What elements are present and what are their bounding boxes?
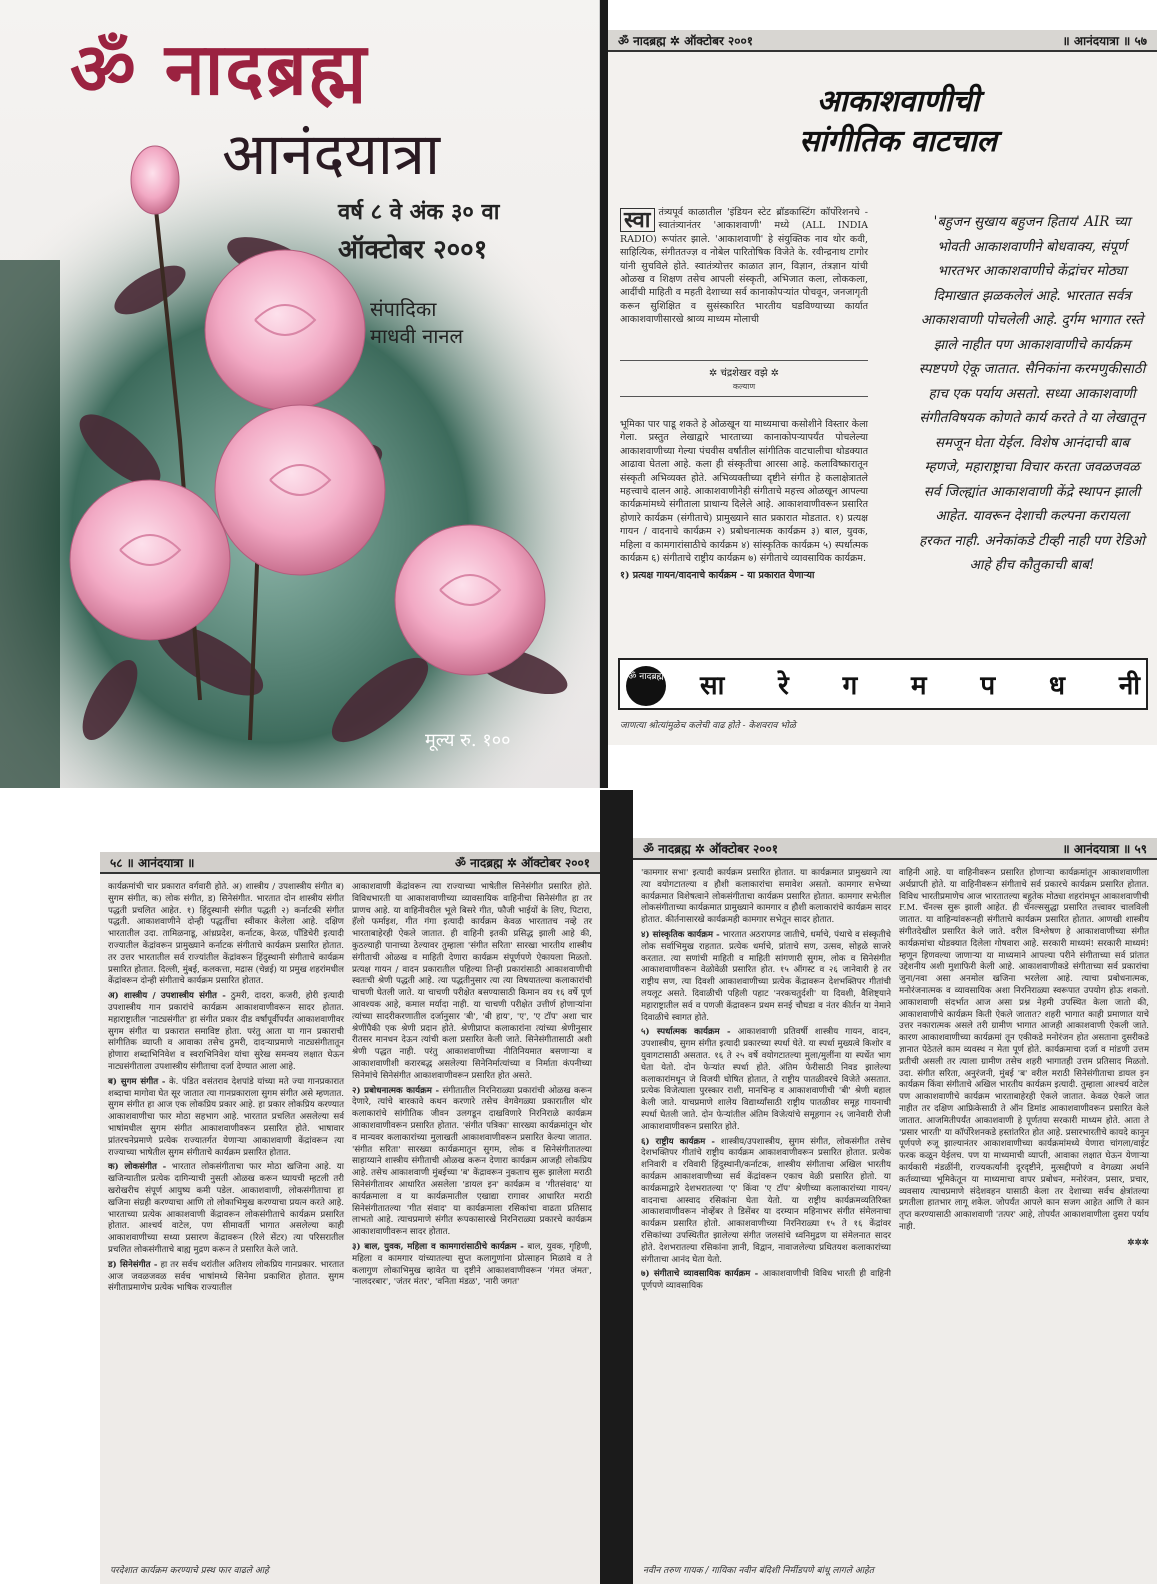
column-2 (352, 882, 592, 1289)
runhead-right: ॥ आनंदयात्रा ॥ ५७ (1062, 33, 1147, 48)
author-byline (620, 360, 868, 397)
runhead-left: ॐ नादब्रह्म ✲ ऑक्टोबर २००१ (643, 841, 779, 856)
drop-cap: स्वा (620, 208, 655, 232)
column-1 (108, 882, 344, 1295)
page-59 (633, 838, 1157, 1584)
col2-text: वाहिनी आहे. या वाहिनीवरून प्रसारित होणाऱ्या कार्यक्रमांतून आकाशवाणीला अर्थप्राप्ती होते. या वाहिनीवरून संगीताचे सर्व प्रकारचे कार्यक्रम प्रसारित होतात. विविध भारतीप्रमाणेच आज भारतातल्या बहुतेक मोठ्या शहरांमधून आकाशवाणीची F.M. चॅनल्स सुरू झाली आहेत. ही चॅनल्ससुद्धा प्रसारित तत्त्वावर चालविली जातात. या वाहिन्यांवरूनही संगीताचे कार्यक्रम प्रसारित होतात. आणखी शास्त्रीय संगीतदेखील प्रसारित केले जाते. वरील विश्लेषण हे आकाशवाणीच्या संगीत कार्यक्रमांचा थोडक्यात दिलेला गोषवारा आहे. सरकारी माध्यमं! सरकारी माध्यमं! म्हणून हिणवल्या जाणाऱ्या या माध्यमाने आपल्या परीने संगीताच्या सर्व प्रांतात उद्देशनीय अशी मुशाफिरी केली आहे. आकाशवाणीकडे संगीताच्या सर्व प्रकारांचा जुना/नवा असा अनमोल खजिना भरलेला आहे. त्याचा प्रबोधनात्मक, मनोरंजनात्मक व व्यावसायिक अशा निरनिराळ्या स्वरूपात उपयोग होऊ शकतो. आकाशवाणी संदर्भात आज असा प्रश्न नेहमी उपस्थित केला जातो की, आकाशवाणीचे कार्यक्रम किती ऐकले जातात? शहरी भागात काही प्रमाणात याचे उत्तर नकारात्मक असले तरी ग्रामीण भागात आजही आकाशवाणी ऐकली जाते. कारण आकाशवाणीच्या कार्यक्रमां तून एकीकडे मनोरंजन होत असताना दुसरीकडे ज्ञानात पेठेतले काम व्यवस्थ न मेता पूर्ण होते. कार्यक्रमाचा दर्जा व मांडणी उत्तम प्रतीची असली तर त्याला ग्रामीण तसेच शहरी भागातही उत्तम प्रतिसाद मिळतो. उदा. संगीत सरिता, अनुरंजनी, मुंबई 'ब' वरील मराठी सिनेसंगीताचा डायल इन कार्यक्रम किंवा संगीताचे अखिल भारतीय कार्यक्रम इत्यादी. तुम्हाला आश्चर्य वाटेल पण आकाशवाणीचे कार्यक्रम भारताबाहेरही ऐकले जातात. केवळ ऐकले जात नाहीत तर दक्षिण आफ्रिकेसाठी ते ऑन डिमांड आकाशवाणीवरून प्रसारित केले जातात. आजमितीपर्यंत आकाशवाणी हे पूर्णतया सरकारी माध्यम होते. आता ते 'प्रसार भारती' या कॉर्पोरेशनकडे हस्तांतरित होत आहे. प्रसारभारतीचे कायदे कानून पूर्णपणे रुजू झाल्यानंतर आकाशवाणीच्या कार्यक्रमांमध्ये येणारा चांगला/वाईट फरक कळून येईलच. पण या माध्यमाची व्याप्ती, आवाका लक्षात घेऊन येणाऱ्या कार्यकारी मंडळींनी, राज्यकर्त्यांनी दूरदृष्टीने, मुत्सद्दीपणे व वेगळ्या अर्थाने कर्तव्याच्या भूमिकेतून या माध्यमाचा वापर प्रबोधन, मनोरंजन, प्रसार, प्रचार, व्यवसाय त्याचप्रमाणे संदेशवहन यासाठी केला तर देशाच्या सर्वच क्षेत्रांतल्या प्रगतीला हातभार लागू शकेल. जोपर्यंत आपले कान सजग आहेत आणि ते कान तृप्त करण्यासाठी आकाशवाणी 'तत्पर' आहे, तोपर्यंत आकाशवाणीला दुसरा पर्याय नाही. (899, 868, 1149, 1232)
note-re: रे (778, 671, 789, 701)
section-6-text: शास्त्रीय/उपशास्त्रीय, सुगम संगीत, लोकसंगीत तसेच देशभक्तिपर गीतांचे राष्ट्रीय कार्यक्रम आकाशवाणीवरून प्रसारित होतात. प्रत्येक शनिवारी व रविवारी हिंदुस्थानी/कर्नाटक, शास्त्रीय संगीताचा अखिल भारतीय कार्यक्रम आकाशवाणीच्या सर्व केंद्रांवरून एकाच वेळी प्रसारित होतो. या कार्यक्रमाद्वारे देशभरातल्या 'ए' किंवा 'ए टॉप' श्रेणीच्या कलाकारांच्या गायन/वादनाचा आस्वाद रसिकांना घेता येतो. या राष्ट्रीय कार्यक्रमव्यतिरिक्त आकाशवाणीवरून नोव्हेंबर ते डिसेंबर या दरम्यान महिनाभर संगीत संमेलनाचा कार्यक्रम प्रसारित होतो. आकाशवाणीच्या निरनिराळ्या १५ ते १६ केंद्रांवर रसिकांच्या उपस्थितीत झालेल्या संगीत जलसांचे ध्वनिमुद्रण या संमेलनात सादर होते. देशभरातल्या रसिकांना ज्ञानी, विद्वान, नावाजलेल्या प्रथितयश कलाकारांच्या संगीताचा आनंद घेता येतो. (641, 1136, 891, 1265)
section-d-heading: ड) सिनेसंगीत - (108, 1259, 158, 1270)
section-5-heading: ५) स्पर्धात्मक कार्यक्रम - (641, 1027, 731, 1038)
section-c-text: भारतात लोकसंगीताचा फार मोठा खजिना आहे. या खजिन्यातील प्रत्येक दागिन्याची नुसती ओळख करून घ्यायची म्हटली तरी खरोखरीच संपूर्ण आयुष्य कमी पडेल. आकाशवाणी, लोकसंगीताचा हा खजिना संग्रही करण्याचा आणि तो लोकाभिमुख करण्याचा प्रयत्न करते आहे. भारताच्या प्रत्येक आकाशवाणी केंद्रावरून लोकसंगीताचे कार्यक्रम प्रसारित होतात. आश्चर्य वाटेल, पण सीमावर्ती भागात असलेल्या काही आकाशवाणीच्या सध्या प्रसारण केंद्रावरून (रिले सेंटर) त्या परिसरातील प्रचलित लोकसंगीताचे बाह्य मुद्रण करून ते प्रसारित केले जाते. (108, 1162, 344, 1255)
section-7-heading: ७) संगीताचे व्यावसायिक कार्यक्रम - (641, 1269, 759, 1280)
svara-strip (618, 658, 1148, 710)
cover-price: मूल्य रु. १०० (425, 730, 511, 751)
page-gutter (600, 790, 633, 1584)
runhead-left: ५८ ॥ आनंदयात्रा ॥ (110, 855, 195, 870)
section-3-heading: ३) बाल, युवक, महिला व कामगारांसाठीचे कार्यक्रम - (352, 1241, 524, 1252)
section-2-text: संगीतातील निरनिराळ्या प्रकारांची ओळख करून देणारे, त्यांचे बारकावे कथन करणारे तसेच वेगवेगळ्या प्रकारातील थोर कलाकारांचे सांगीतिक जीवन उलगडून दाखविणारे निरनिराळे कार्यक्रम आकाशवाणीवरून प्रसारित होतात. 'संगीत पत्रिका' सारख्या कार्यक्रमांतून थोर व मान्यवर कलाकारांच्या मुलाखती आकाशवाणीवरून प्रसारित केल्या जातात. 'संगीत सरिता' सारख्या कार्यक्रमातून सुगम, लोक व सिनेसंगीतातल्या साहाय्याने शास्त्रीय संगीताची ओळख करून देणारा कार्यक्रम आजही लोकप्रिय आहे. तसेच आकाशवाणी मुंबईच्या 'ब' केंद्रावरून नुकताच सुरू झालेला मराठी सिनेसंगीतावर आधारित असलेला 'डायल इन' कार्यक्रम व 'गीतसंवाद' या कार्यक्रमाला व या कार्यक्रमातील एखाद्या रागावर आधारित मराठी सिनेसंगीतातल्या 'गीत संवाद' या कार्यक्रमाला रसिकांचा वाढता प्रतिसाद लाभतो आहे. त्याचप्रमाणे संगीत रूपकासारखे निरनिराळ्या प्रकारचे कार्यक्रम आकाशवाणीवरून सादर होतात. (352, 1085, 592, 1238)
intro-text: तंत्र्यपूर्व काळातील 'इंडियन स्टेट ब्रॉडकास्टिंग कॉर्पोरेशनचे - स्वातंत्र्यानंतर 'आकाशवाणी' मध्ये (ALL INDIA RADIO) रूपांतर झाले. 'आकाशवाणी' हे संयुक्तिक नाव थोर कवी, साहित्यिक, संगीततज्ज्ञ व नोबेल पारितोषिक विजेते के. रवीन्द्रनाथ टागोर यांनी सुचविले होते. स्वातंत्र्योत्तर काळात ज्ञान, विज्ञान, तंत्रज्ञान यांची ओळख व शिक्षण तसेच आपली संस्कृती, अभिजात कला, लोककला, आदींची माहिती व महती देशाच्या सर्व कानाकोपऱ्यांत पोचवून, जनजागृती करून सुशिक्षित व सुसंस्कारित भारतीय घडविण्याच्या कार्यात आकाशवाणीसारखे श्राव्य माध्यम मोलाची (620, 207, 868, 326)
section-5-text: आकाशवाणी प्रतिवर्षी शास्त्रीय गायन, वादन, उपशास्त्रीय, सुगम संगीत इत्यादी प्रकारच्या स्पर्धा घेते. या स्पर्धा मुख्यत्वे किशोर व युवागटासाठी असतात. १६ ते २५ वर्षे वयोगटातल्या मुला/मुलींना या स्पर्धेत भाग घेता येतो. दोन फेऱ्यांत स्पर्धा होते. अंतिम फेरीसाठी निवड झालेल्या कलाकारांमधून जे विजयी घोषित होतात, ते राष्ट्रीय पातळीवरचे विजेते असतात. प्रत्येक विजेत्याला पुरस्कार राशी, मानचिन्ह व आकाशवाणीची 'बी' श्रेणी बहाल केली जाते. याचप्रमाणे शालेय विद्यार्थ्यांसाठी राष्ट्रीय पातळीवर समूह गायनाची स्पर्धा घेतली जाते. दोन फेऱ्यांतील अंतिम विजेत्यांचे समूहगान २६ जानेवारी रोजी आकाशवाणीवरून प्रसारित होते. (641, 1027, 892, 1132)
section-7-text: आकाशवाणीची विविध भारती ही वाहिनी पूर्णपणे व्यावसायिक (641, 1269, 891, 1292)
intro-paragraph (620, 206, 868, 327)
body-paragraph (620, 418, 868, 583)
note-ni: नी (1118, 671, 1140, 701)
page-57 (608, 30, 1157, 745)
page-gutter (600, 0, 608, 788)
page-footnote: नवीन तरुण गायक / गायिका नवीन बंदिशी निर्मीडपणे बांधू लागले आहेत (643, 1566, 874, 1576)
running-header (633, 838, 1157, 860)
section-2-heading: २) प्रबोधनात्मक कार्यक्रम - (352, 1085, 440, 1096)
editor-name: माधवी नानल (370, 324, 464, 348)
pull-quote: 'बहुजन सुखाय बहुजन हिताय' AIR च्या भोवती आकाशवाणीने बोधवाक्य, संपूर्ण भारतभर आकाशवाणीचे केंद्रांचर मोठ्या दिमाखात झळकलेलं आहे. भारतात सर्वत्र आकाशवाणी पोचलेली आहे. दुर्गम भागात रस्ते झाले नाहीत पण आकाशवाणीचे कार्यक्रम स्पष्टपणे ऐकू जातात. सैनिकांना करमणुकीसाठी हाच एक पर्याय असतो. सध्या आकाशवाणी संगीतविषयक कोणते कार्य करते ते या लेखातून समजून घेता येईल. विशेष आनंदाची बाब म्हणजे, महाराष्ट्राचा विचार करता जवळजवळ सर्व जिल्ह्यांत आकाशवाणी केंद्रे स्थापन झाली आहेत. यावरून देशाची कल्पना करायला हरकत नाही. अनेकांकडे टीव्ही नाही पण रेडिओ आहे हीच कौतुकाची बाब! (918, 214, 1146, 573)
running-header (100, 852, 600, 874)
page-58 (100, 852, 600, 1584)
end-mark: ✲✲✲ (1127, 1237, 1149, 1248)
section-3-text: बाल, युवक, गृहिणी, महिला व कामगार यांच्यातल्या सुप्त कलागुणांना प्रोत्साहन मिळावे व ते कलागुण लोकाभिमुख व्हावेत या दृष्टीने आकाशवाणीवरून 'गंमत जंमत', 'नालदरबार', 'जंतर मंतर', 'वनिता मंडळ', 'नारी जगत' (352, 1241, 593, 1288)
note-pa: प (980, 671, 996, 701)
col1-text: 'कामगार सभा' इत्यादी कार्यक्रम प्रसारित होतात. या कार्यक्रमात प्रामुख्याने त्या त्या वयोगटातल्या व हौशी कलाकारांचा समावेश असतो. कामगार सभेच्या कार्यक्रमात विशेषत्वाने लोकसंगीताचा कार्यक्रम प्रसारित होतात. कामगार सभेतील लोकसंगीताच्या कार्यक्रमात प्रामुख्याने कामगार व हौशी कलाकारांचे कार्यक्रम सादर होतात. कीर्तनासारखे कार्यक्रमही कामगार सभेतून सादर होतात. (641, 868, 891, 926)
author-place: कल्याण (732, 382, 756, 391)
body-text: भूमिका पार पाडू शकते हे ओळखून या माध्यमाचा कसोशीने विस्तार केला गेला. प्रस्तुत लेखाद्वारे भारताच्या कानाकोपऱ्यापर्यंत पोचलेल्या आकाशवाणीच्या गेल्या पंचवीस वर्षांतील सांगीतिक वाटचालीचा थोडक्यात आढावा घेतला आहे. कला ही संस्कृतीचा आरसा आहे. कलाविष्कारातून संस्कृती अभिव्यक्त होते. अभिव्यक्तीच्या दृष्टीने संगीत हे कलाक्षेत्रातले महत्त्वाचे दालन आहे. आकाशवाणीनेही संगीताचे महत्त्व ओळखून आपल्या कार्यक्रमांमध्ये संगीताला प्राधान्य दिलेले आहे. आकाशवाणीवरून प्रसारित होणारे कार्यक्रम (संगीताचे) प्रामुख्याने सात प्रकारात मोडतात. १) प्रत्यक्ष गायन / वादनाचे कार्यक्रम २) प्रबोधनात्मक कार्यक्रम ३) बाल, युवक, महिला व कामगारांसाठीचे कार्यक्रम ४) सांस्कृतिक कार्यक्रम ५) स्पर्धात्मक कार्यक्रम ६) संगीताचे राष्ट्रीय कार्यक्रम ७) संगीताचे व्यावसायिक कार्यक्रम. (620, 419, 868, 565)
section-c-heading: क) लोकसंगीत - (108, 1162, 167, 1173)
article-title-line1: आकाशवाणीची (816, 84, 980, 119)
note-dha: ध (1049, 671, 1065, 701)
editor-label: संपादिका (370, 297, 437, 321)
section-4-heading: ४) सांस्कृतिक कार्यक्रम - (641, 929, 720, 940)
article-title-line2: सांगीतिक वाटचाल (799, 124, 997, 159)
body-end: १) प्रत्यक्ष गायन/वादनाचे कार्यक्रम - या प्रकारात येणाऱ्या (620, 570, 815, 582)
issue-number: वर्ष ८ वे अंक ३० वा (338, 199, 500, 225)
section-6-heading: ६) राष्ट्रीय कार्यक्रम - (641, 1136, 715, 1147)
issue-date: ऑक्टोबर २००१ (338, 235, 488, 265)
article-title (768, 82, 1028, 162)
section-4-text: भारतात अठरापगड जातीचे, धर्माचे, पंथाचे व संस्कृतीचे लोक सर्वाभिमुख राहतात. प्रत्येक धर्माचे, प्रांताचे सण, उत्सव, सोहळे साजरे करतात. त्या सणांची माहिती व माहिती सांगणारी सुगम, लोक व सिनेसंगीत आकाशवाणीवरून वेळोवेळी प्रसारित होत. १५ ऑगस्ट व २६ जानेवारी हे तर राष्ट्रीय सण, त्या दिवशी आकाशवाणीच्या प्रत्येक केंद्रावरून देशभक्तिपर गीतांची लयलूट असते. दिवाळीची पहिली पहाट 'नरकचतुर्दशी' या दिवशी, वैशिष्ट्याने महाराष्ट्रातील सर्व व पणजी केंद्रावरून प्रथम सनई चौघडा व नंतर कीर्तन या नेमाने दिवाळीचे स्वागत होते. (641, 929, 891, 1023)
runhead-left: ॐ नादब्रह्म ✲ ऑक्टोबर २००१ (618, 33, 754, 48)
column-2 (899, 868, 1149, 1250)
magazine-cover (0, 0, 600, 788)
note-ga: ग (842, 671, 858, 701)
column-1 (641, 868, 891, 1293)
running-header (608, 30, 1157, 52)
section-b-text: के. पंडित वसंतराव देशपांडे यांच्या मते ज्या गानप्रकारात शब्दाचा मागोवा घेत सूर जातात त्या गानप्रकाराला सुगम संगीत असे म्हणतात. सुगम संगीत हा आज एक लोकप्रिय प्रकार आहे. हा प्रकार लोकप्रिय करण्यात आकाशवाणीचा फार मोठा सहभाग आहे. भारतात प्रचलित असलेल्या सर्व भाषांमधील सुगम संगीत आकाशवाणीवरून प्रसारित होते. भाषावार प्रांतरचनेप्रमाणे प्रत्येक राज्यातर्गत येणाऱ्या आकाशवाणी केंद्रांवरून त्या राज्याच्या भाषेतील सुगम संगीताचे कार्यक्रम प्रसारित होतात. (108, 1076, 344, 1158)
magazine-title: ॐ नादब्रह्म (70, 26, 369, 111)
author-name: ✲ चंद्रशेखर वझे ✲ (708, 368, 780, 379)
page-caption: जाणत्या श्रोत्यांमुळेच कलेची वाढ होते - केशवराव भोळे (620, 721, 796, 731)
col2-text: आकाशवाणी केंद्रांवरून त्या राज्याच्या भाषेतील सिनेसंगीत प्रसारित होते. विविधभारती या आकाशवाणीच्या व्यावसायिक वाहिनीचा सिनेसंगीत हा तर प्राणच आहे. या वाहिनीवरील भूले बिसरे गीत, फौजी भाईयों के लिए, पिटारा, हॅलो फर्माइश, गीत गंगा इत्यादी कार्यक्रम केवळ भारतातच नव्हे तर भारताबाहेरही ऐकले जातात. ही वाहिनी इतकी प्रसिद्ध झाली आहे की, कुठल्याही पानाच्या ठेल्यावर तुम्हाला 'संगीत सरिता' सारखा भारतीय शास्त्रीय संगीताची ओळख व माहिती देणारा कार्यक्रम संपूर्णपणे ऐकायला मिळतो. प्रत्यक्ष गायन / वादन प्रकारातील पहिल्या तिन्ही प्रकारांसाठी आकाशवाणीची स्वतःची श्रेणी पद्धती आहे. त्या पद्धतीनुसार त्या त्या विषयातल्या कलाकारांची चाचणी घेतली जाते. या चाचणी परीक्षेत बसण्यासाठी किमान वय १६ वर्षे पूर्ण आवश्यक आहे, कमाल मर्यादा नाही. या चाचणी परीक्षेत उत्तीर्ण होणाऱ्यांना त्यांच्या सादरीकरणातील दर्जानुसार 'बी', 'बी हाय', 'ए', 'ए टॉप' अशा चार श्रेणींपैकी एक श्रेणी प्रदान होते. श्रेणीप्राप्त कलाकारांना त्यांच्या श्रेणीनुसार रीतसर मानधन देऊन त्यांची कला प्रसारित केली जाते. सिनेसंगीतासाठी अशी श्रेणी पद्धत नाही. परंतु आकाशवाणीच्या नीतिनियमात बसणाऱ्या व आकाशवाणीशी करारबद्ध असलेल्या सिनेनिर्मात्यांच्या व निर्माता कंपनीच्या सिनेमांचे सिनेसंगीत आकाशवाणीवरून प्रसारित होत असते. (352, 882, 592, 1081)
col1-intro: कार्यक्रमांची चार प्रकारात वर्गवारी होते. अ) शास्त्रीय / उपशास्त्रीय संगीत ब) सुगम संगीत, क) लोक संगीत, ड) सिनेसंगीत. भारतात दोन शास्त्रीय संगीत पद्धती प्रचलित आहेत. १) हिंदुस्थानी संगीत पद्धती २) कर्नाटकी संगीत पद्धती. आकाशवाणीने दोन्ही पद्धतींचा स्वीकार केलेला आहे. दक्षिण भारतातील उदा. तामिळनाडू, आंध्रप्रदेश, कर्नाटक, केरळ, पाँडिचेरी इत्यादी राज्यातील केंद्रांवरून प्रामुख्याने कर्नाटक संगीताचे कार्यक्रम प्रसारित होतात. तर उत्तर भारतातील सर्व राज्यांतील केंद्रांवरून हिंदुस्थानी संगीताचे कार्यक्रम प्रसारित होतात. दिल्ली, मुंबई, कलकत्ता, मद्रास (चेन्नई) या प्रमुख शहरांमधील केंद्रांवरून दोन्ही संगीताचे कार्यक्रम प्रसारित होतात. (108, 882, 344, 987)
runhead-right: ॥ आनंदयात्रा ॥ ५९ (1062, 841, 1147, 856)
section-a-text: ठुमरी, दादरा, कजरी, होरी इत्यादी उपशास्त्रीय गान प्रकारांचे कार्यक्रम आकाशवाणीवरून सादर होतात. महाराष्ट्रातील 'नाट्यसंगीत' हा संगीत प्रकार दीड वर्षांपूर्वीपर्यंत आकाशवाणीवर सुगम संगीत या प्रकारात समाविष्ट होता. परंतु आता या गान प्रकाराची सांगीतिक व्याप्ती व आवाका तसेच ठुमरी, दादऱ्याप्रमाणे नाट्यसंगीतातून होणारा शब्दाभिनिवेश व स्वराभिनिवेश यांचा सुरेख समन्वय लक्षात घेऊन नाट्यसंगीताला उपशास्त्रीय संगीताचा दर्जा देण्यात आला आहे. (108, 991, 344, 1072)
page-footnote: परदेशात कार्यक्रम करण्याचे प्रस्थ फार वाढले आहे (110, 1566, 269, 1576)
section-a-heading: अ) शास्त्रीय / उपशास्त्रीय संगीत - (108, 991, 226, 1002)
svara-notes (700, 666, 1140, 702)
magazine-subtitle: आनंदयात्रा (222, 120, 440, 188)
roses-illustration (0, 140, 600, 788)
section-d-text: हा तर सर्वच थरांतील अतिशय लोकप्रिय गानप्रकार. भारतात आज जवळजवळ सर्वच भाषांमध्ये सिनेमा प्रकाशित होतात. सुगम संगीताप्रमाणेच प्रत्येक भाषिक राज्यातील (108, 1259, 344, 1294)
section-b-heading: ब) सुगम संगीत - (108, 1076, 166, 1087)
nadabrahma-logo: ॐ नादब्रह्म (626, 666, 666, 706)
runhead-right: ॐ नादब्रह्म ✲ ऑक्टोबर २००१ (454, 855, 590, 870)
note-sa: सा (700, 671, 725, 701)
note-ma: म (911, 671, 927, 701)
